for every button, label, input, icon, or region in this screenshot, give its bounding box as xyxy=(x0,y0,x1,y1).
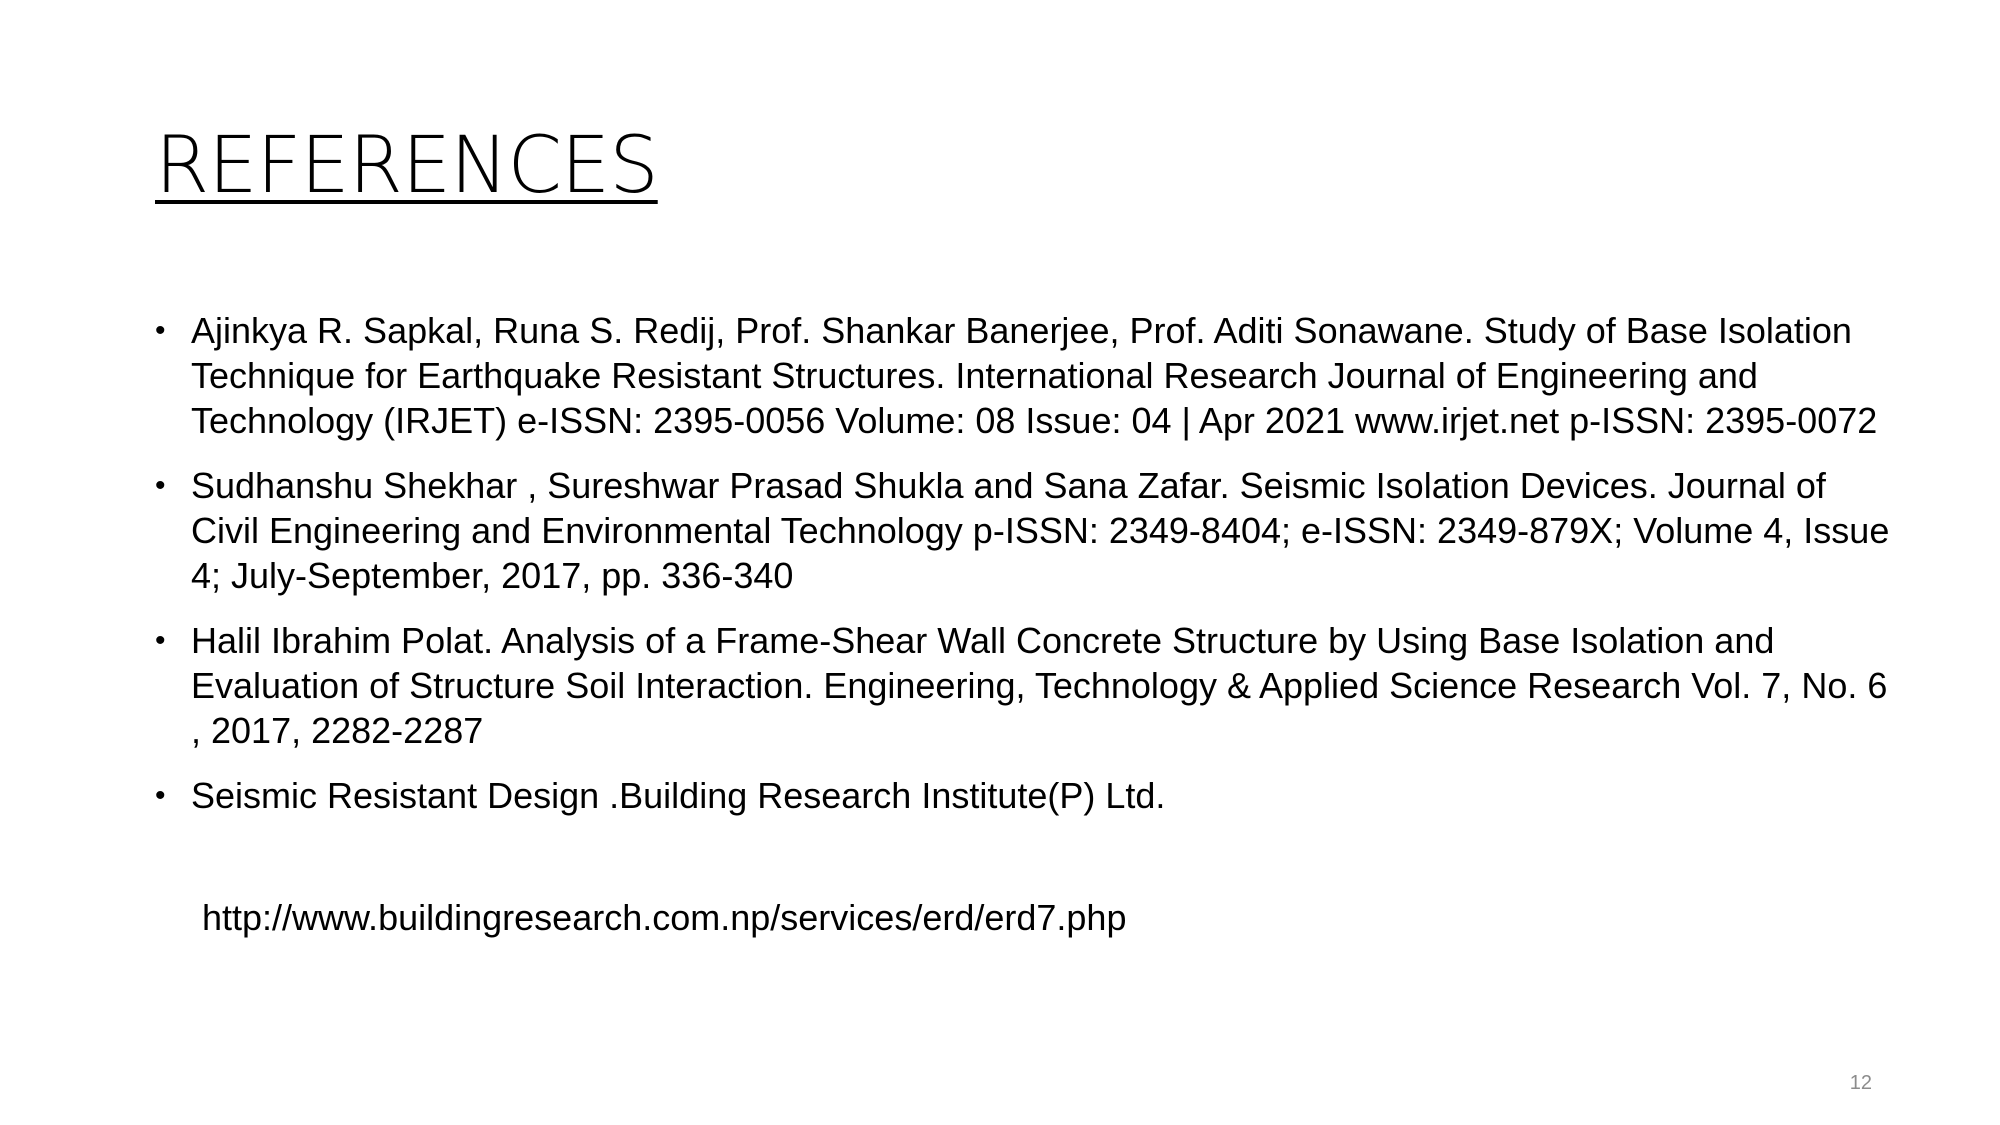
slide-title: REFERENCES xyxy=(155,121,658,211)
reference-text: Halil Ibrahim Polat. Analysis of a Frame-Shear Wall Concrete Structure by Using Base Isolation and Evaluation of Structure Soil Interaction. Engineering, Technology & Applied Science Research Vol. 7, No. 6 , 2017, 2282-2287 xyxy=(191,620,1888,751)
reference-item xyxy=(155,773,1890,818)
reference-list xyxy=(155,308,1890,838)
reference-text: Ajinkya R. Sapkal, Runa S. Redij, Prof. Shankar Banerjee, Prof. Aditi Sonawane. Study of Base Isolation Technique for Earthquake Resistant Structures. International Research Journal of Engineering and Technology (IRJET) e-ISSN: 2395-0056 Volume: 08 Issue: 04 | Apr 2021 www.irjet.net p-ISSN: 2395-0072 xyxy=(191,310,1878,441)
reference-url[interactable]: http://www.buildingresearch.com.np/services/erd/erd7.php xyxy=(202,897,1127,938)
reference-item xyxy=(155,463,1890,598)
reference-item xyxy=(155,308,1890,443)
bullet-icon: • xyxy=(155,469,166,502)
reference-item xyxy=(155,618,1890,753)
bullet-icon: • xyxy=(155,624,166,657)
page-number: 12 xyxy=(1849,1072,1872,1094)
reference-text: Seismic Resistant Design .Building Research Institute(P) Ltd. xyxy=(191,775,1166,816)
reference-text: Sudhanshu Shekhar , Sureshwar Prasad Shukla and Sana Zafar. Seismic Isolation Devices. Journal of Civil Engineering and Environmental Technology p-ISSN: 2349-8404; e-ISSN: 2349-879X; Volume 4, Issue 4; July-September, 2017, pp. 336-340 xyxy=(191,465,1890,596)
bullet-icon: • xyxy=(155,314,166,347)
bullet-icon: • xyxy=(155,779,166,812)
